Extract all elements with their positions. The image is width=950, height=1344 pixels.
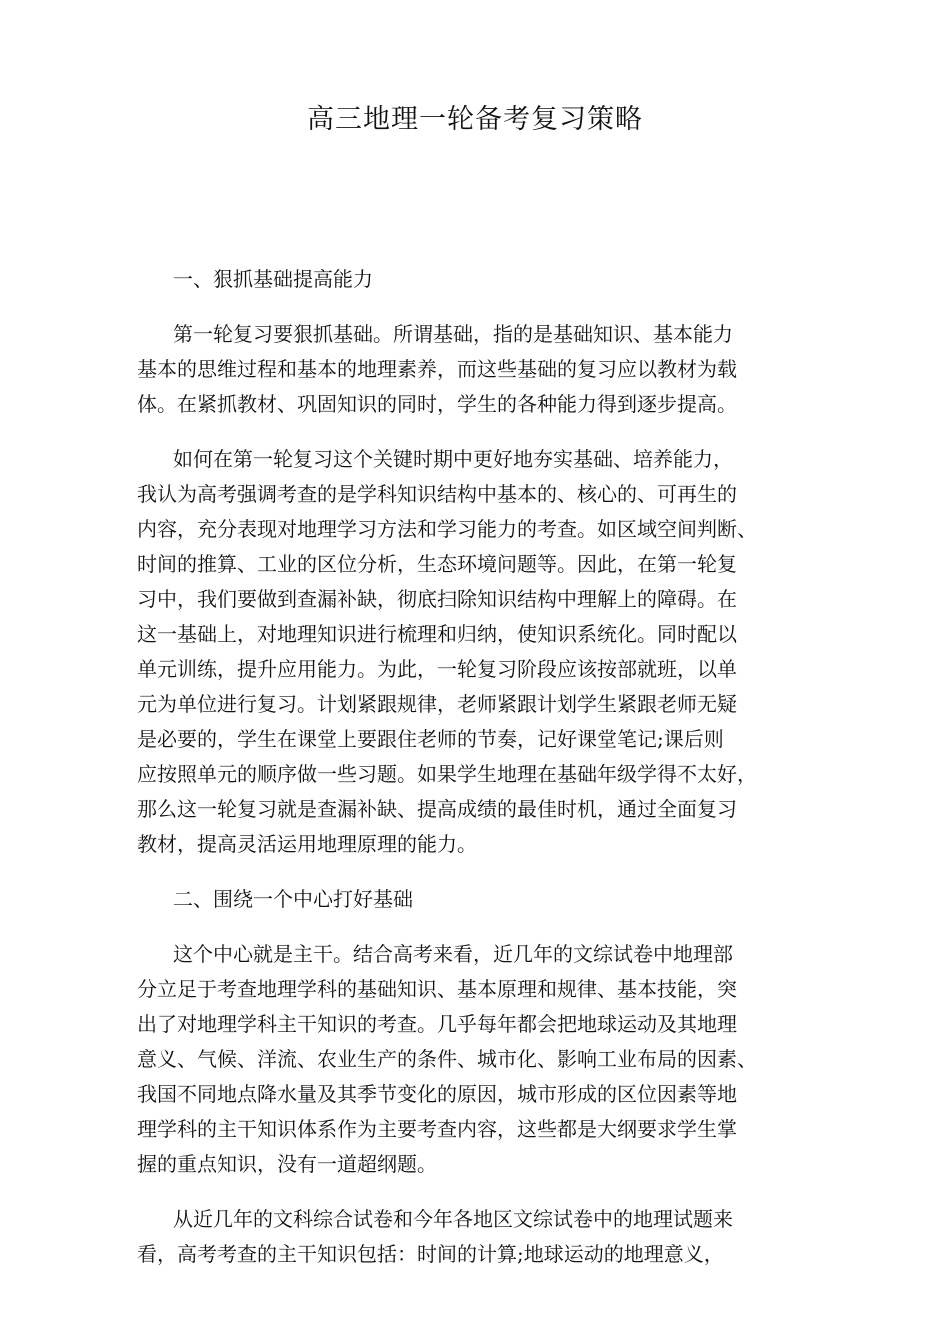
text-line: 那么这一轮复习就是查漏补缺、提高成绩的最佳时机，通过全面复习	[137, 797, 737, 821]
text-line: 是必要的，学生在课堂上要跟住老师的节奏，记好课堂笔记;课后则	[137, 727, 724, 751]
spacer	[137, 1182, 819, 1202]
paragraph	[137, 1202, 819, 1272]
section-heading: 一、狠抓基础提高能力	[173, 267, 373, 291]
text-line: 分立足于考查地理学科的基础知识、基本原理和规律、基本技能，突	[137, 977, 737, 1001]
text-line: 意义、气候、洋流、农业生产的条件、城市化、影响工业布局的因素、	[137, 1047, 757, 1071]
text-line: 理学科的主干知识体系作为主要考查内容，这些都是大纲要求学生掌	[137, 1117, 737, 1141]
text-line: 时间的推算、工业的区位分析，生态环境问题等。因此，在第一轮复	[137, 552, 737, 576]
paragraph	[137, 317, 819, 422]
spacer	[137, 862, 819, 882]
paragraph	[137, 442, 819, 862]
text-line: 如何在第一轮复习这个关键时期中更好地夯实基础、培养能力，	[173, 447, 733, 471]
section-heading: 二、围绕一个中心打好基础	[173, 887, 413, 911]
text-line: 元为单位进行复习。计划紧跟规律，老师紧跟计划学生紧跟老师无疑	[137, 692, 737, 716]
text-line: 习中，我们要做到查漏补缺，彻底扫除知识结构中理解上的障碍。在	[137, 587, 737, 611]
text-line: 体。在紧抓教材、巩固知识的同时，学生的各种能力得到逐步提高。	[137, 392, 737, 416]
spacer	[137, 422, 819, 442]
text-line: 出了对地理学科主干知识的考查。几乎每年都会把地球运动及其地理	[137, 1012, 737, 1036]
text-line: 我认为高考强调考查的是学科知识结构中基本的、核心的、可再生的	[137, 482, 737, 506]
spacer	[137, 917, 819, 937]
paragraph	[137, 937, 819, 1182]
text-line: 教材，提高灵活运用地理原理的能力。	[137, 832, 477, 856]
text-line: 看，高考考查的主干知识包括：时间的计算;地球运动的地理意义，	[137, 1242, 724, 1266]
document-title: 高三地理一轮备考复习策略	[307, 104, 643, 135]
text-line: 这个中心就是主干。结合高考来看，近几年的文综试卷中地理部	[173, 942, 733, 966]
text-line: 这一基础上，对地理知识进行梳理和归纳，使知识系统化。同时配以	[137, 622, 737, 646]
text-line: 应按照单元的顺序做一些习题。如果学生地理在基础年级学得不太好，	[137, 762, 757, 786]
text-line: 我国不同地点降水量及其季节变化的原因，城市形成的区位因素等地	[137, 1082, 737, 1106]
text-line: 第一轮复习要狠抓基础。所谓基础，指的是基础知识、基本能力	[173, 322, 733, 346]
text-line: 从近几年的文科综合试卷和今年各地区文综试卷中的地理试题来	[173, 1207, 733, 1231]
text-line: 握的重点知识，没有一道超纲题。	[137, 1152, 437, 1176]
document-body	[137, 262, 819, 1272]
text-line: 单元训练，提升应用能力。为此，一轮复习阶段应该按部就班，以单	[137, 657, 737, 681]
text-line: 基本的思维过程和基本的地理素养，而这些基础的复习应以教材为载	[137, 357, 737, 381]
spacer	[137, 297, 819, 317]
text-line: 内容，充分表现对地理学习方法和学习能力的考查。如区域空间判断、	[137, 517, 757, 541]
